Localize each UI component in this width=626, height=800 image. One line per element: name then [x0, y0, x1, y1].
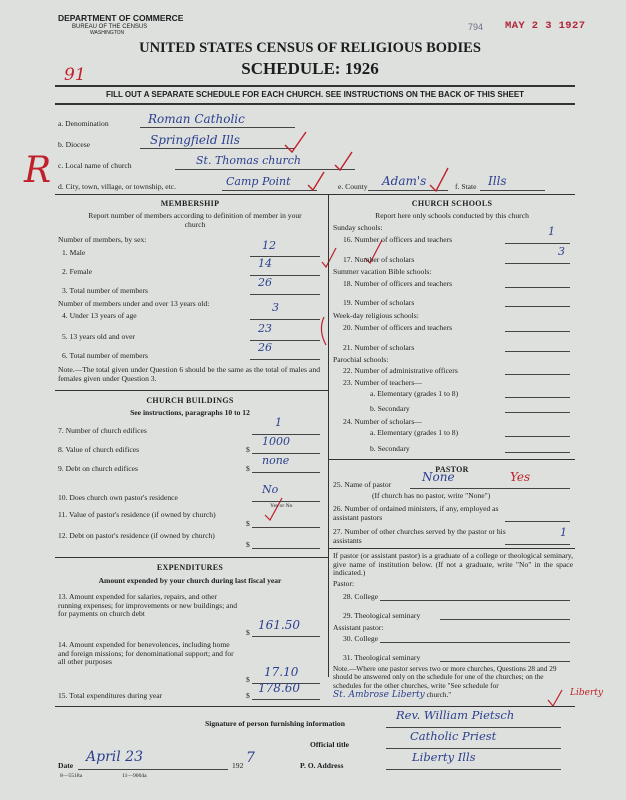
grid-center-rule	[328, 194, 329, 677]
form-title: UNITED STATES CENSUS OF RELIGIOUS BODIES	[139, 40, 481, 56]
weekday-schools-label: Week-day religious schools:	[333, 311, 419, 320]
church-buildings-subheading: See instructions, paragraphs 10 to 12	[130, 408, 250, 417]
q4-label: 4. Under 13 years of age	[62, 311, 137, 320]
q8-dollar: $	[246, 445, 250, 454]
membership-heading: MEMBERSHIP	[160, 199, 220, 208]
q4-field[interactable]	[250, 309, 320, 320]
q7-label: 7. Number of church edifices	[58, 426, 147, 435]
q25-label: 25. Name of pastor	[333, 480, 392, 489]
q17-label: 17. Number of scholars	[343, 255, 415, 264]
q1-value: 12	[262, 239, 276, 252]
diocese-label: b. Diocese	[58, 140, 91, 149]
official-title-value: Catholic Priest	[410, 729, 497, 743]
q31-field[interactable]	[440, 651, 570, 662]
q3-label: 3. Total number of members	[62, 286, 149, 295]
q4-value: 3	[272, 301, 279, 314]
pastor-subsection-label: Pastor:	[333, 579, 355, 588]
schools-bottom-rule	[328, 459, 575, 460]
final-note-margin: Liberty	[570, 688, 603, 698]
stamp-number: 794	[468, 22, 484, 32]
bracket-total-icon	[321, 317, 326, 345]
final-note-end: church."	[426, 690, 452, 700]
q15-value: 178.60	[258, 681, 300, 695]
members-by-sex-label: Number of members, by sex:	[58, 235, 147, 244]
q25-hint: (If church has no pastor, write "None")	[372, 491, 491, 500]
state-label: f. State	[455, 182, 477, 191]
check-county-icon	[430, 168, 448, 191]
q24b-field[interactable]	[505, 442, 570, 453]
print-number: 11—9004a	[122, 773, 147, 779]
membership-note: Note.—The total given under Question 6 should be the same as the total of males and females given under Question 3.	[58, 365, 320, 383]
year-suffix: 7	[246, 750, 255, 766]
bureau-label: BUREAU OF THE CENSUS	[72, 24, 148, 30]
graduate-note: If pastor (or assistant pastor) is a graduate of a college or theological seminary, give name of institution below. (If not a graduate, write "No" in the space indicated.)	[333, 551, 573, 578]
q6-label: 6. Total number of members	[62, 351, 149, 360]
q20-label: 20. Number of officers and teachers	[343, 323, 453, 332]
q25-value: None	[422, 470, 455, 484]
q15-label: 15. Total expenditures during year	[58, 691, 163, 700]
q18-label: 18. Number of officers and teachers	[343, 279, 453, 288]
q5-label: 5. 13 years old and over	[62, 332, 135, 341]
signature-label: Signature of person furnishing information	[205, 719, 345, 728]
q21-label: 21. Number of scholars	[343, 343, 415, 352]
date-value: April 23	[86, 749, 143, 765]
q19-label: 19. Number of scholars	[343, 298, 415, 307]
q23a-label: a. Elementary (grades 1 to 8)	[370, 389, 459, 398]
grid-top-rule	[55, 194, 575, 195]
summer-schools-label: Summer vacation Bible schools:	[333, 267, 432, 276]
q11-field[interactable]	[252, 517, 320, 528]
q7-field[interactable]	[252, 424, 320, 435]
church-schools-heading: CHURCH SCHOOLS	[411, 199, 493, 208]
q29-label: 29. Theological seminary	[343, 611, 421, 620]
q27-label: 27. Number of other churches served by the pastor or his assistants	[333, 527, 506, 545]
official-title-label: Official title	[310, 740, 350, 749]
church-buildings-heading: CHURCH BUILDINGS	[146, 396, 234, 405]
q2-label: 2. Female	[62, 267, 92, 276]
denomination-label: a. Denomination	[58, 119, 109, 128]
pastor-mid-rule	[328, 548, 575, 549]
q28-label: 28. College	[343, 592, 379, 601]
q10-value: No	[262, 483, 279, 496]
q12-field[interactable]	[252, 538, 320, 549]
q22-label: 22. Number of administrative officers	[343, 366, 458, 375]
po-address-label: P. O. Address	[300, 761, 344, 770]
q16-field[interactable]	[505, 233, 570, 244]
q1-label: 1. Male	[62, 248, 86, 257]
q16-label: 16. Number of officers and teachers	[343, 235, 453, 244]
q19-field[interactable]	[505, 296, 570, 307]
final-note	[333, 665, 573, 701]
q11-label: 11. Value of pastor's residence (if owned by church)	[58, 510, 216, 519]
q1-field[interactable]	[250, 246, 320, 257]
q24a-field[interactable]	[505, 426, 570, 437]
q17-value: 3	[558, 245, 565, 258]
q13-label: 13. Amount expended for salaries, repairs, and other running expenses; for improvements or new buildings; and for payments on church debt	[58, 592, 238, 619]
q23b-field[interactable]	[505, 402, 570, 413]
signature-value: Rev. William Pietsch	[396, 708, 515, 722]
q13-value: 161.50	[258, 618, 300, 632]
q14-label: 14. Amount expended for benevolences, including home and foreign missions; for denominational support; and for all other purposes	[58, 640, 234, 667]
q23a-field[interactable]	[505, 387, 570, 398]
age-intro-label: Number of members under and over 13 years old:	[58, 299, 210, 308]
q9-label: 9. Debt on church edifices	[58, 464, 138, 473]
case-number: 91	[64, 65, 86, 85]
final-note-text: Note.—Where one pastor serves two or more churches, Questions 28 and 29 should be answered only on the schedule for one of the churches; on the schedules for the other churches, write "See schedule for	[333, 664, 557, 690]
q23-label: 23. Number of teachers—	[343, 378, 422, 387]
q22-field[interactable]	[505, 364, 570, 375]
q30-label: 30. College	[343, 634, 379, 643]
sunday-schools-label: Sunday schools:	[333, 223, 383, 232]
assistant-pastor-label: Assistant pastor:	[333, 623, 384, 632]
q24a-label: a. Elementary (grades 1 to 8)	[370, 428, 459, 437]
q18-field[interactable]	[505, 277, 570, 288]
county-value: Adam's	[382, 174, 427, 188]
department-label: DEPARTMENT OF COMMERCE	[58, 13, 184, 23]
city-label: WASHINGTON	[90, 30, 125, 36]
final-note-fill: St. Ambrose Liberty	[333, 690, 425, 701]
diocese-value: Springfield Ills	[150, 133, 240, 147]
q12-dollar: $	[246, 540, 250, 549]
q13-dollar: $	[246, 628, 250, 637]
q3-value: 26	[258, 276, 272, 289]
parochial-schools-label: Parochial schools:	[333, 355, 389, 364]
q21-field[interactable]	[505, 341, 570, 352]
received-date-stamp: MAY 2 3 1927	[505, 20, 586, 32]
q24b-label: b. Secondary	[370, 444, 410, 453]
q23b-label: b. Secondary	[370, 404, 410, 413]
check-diocese-icon	[285, 132, 306, 152]
fill-instruction: FILL OUT A SEPARATE SCHEDULE FOR EACH CHURCH. SEE INSTRUCTIONS ON THE BACK OF THIS SHEET	[105, 90, 525, 99]
date-label: Date	[58, 761, 74, 770]
q11-dollar: $	[246, 519, 250, 528]
q26-label: 26. Number of ordained ministers, if any, employed as assistant pastors	[333, 504, 499, 522]
q7-value: 1	[275, 416, 282, 429]
q12-label: 12. Debt on pastor's residence (if owned by church)	[58, 531, 215, 540]
q9-dollar: $	[246, 464, 250, 473]
expenditures-subheading: Amount expended by your church during last fiscal year	[98, 576, 282, 585]
q30-field[interactable]	[380, 632, 570, 643]
q16-value: 1	[548, 225, 555, 238]
q25-mark: Yes	[510, 470, 531, 484]
q5-value: 23	[258, 322, 272, 335]
denomination-value: Roman Catholic	[148, 112, 245, 126]
q24-label: 24. Number of scholars—	[343, 417, 422, 426]
q8-label: 8. Value of church edifices	[58, 445, 140, 454]
q6-value: 26	[258, 341, 272, 354]
expenditures-heading: EXPENDITURES	[156, 563, 224, 572]
pastor-heading: PASTOR	[435, 465, 469, 474]
church-name-label: c. Local name of church	[58, 161, 132, 170]
q20-field[interactable]	[505, 321, 570, 332]
city-value: Camp Point	[226, 175, 291, 188]
city-field-label: d. City, town, village, or township, etc.	[58, 182, 177, 191]
buildings-bottom-rule	[55, 557, 328, 558]
q28-field[interactable]	[380, 590, 570, 601]
q29-field[interactable]	[440, 609, 570, 620]
county-label: e. County	[338, 182, 368, 191]
q26-field[interactable]	[505, 511, 570, 522]
po-address-value: Liberty Ills	[412, 750, 476, 764]
check-city-icon	[308, 172, 324, 190]
q14-value: 17.10	[264, 665, 299, 679]
check-church-icon	[335, 152, 352, 170]
form-number: 8—5518a	[60, 773, 83, 779]
q27-value: 1	[560, 526, 567, 539]
membership-bottom-rule	[55, 390, 328, 391]
q10-label: 10. Does church own pastor's residence	[58, 493, 178, 502]
schedule-title: SCHEDULE: 1926	[241, 59, 379, 78]
q15-dollar: $	[246, 691, 250, 700]
q2-value: 14	[258, 257, 272, 270]
state-value: Ills	[488, 174, 507, 188]
q14-dollar: $	[246, 675, 250, 684]
q31-label: 31. Theological seminary	[343, 653, 421, 662]
margin-r-mark: R	[24, 150, 52, 191]
church-schools-intro: Report here only schools conducted by this church	[375, 211, 529, 220]
church-name-value: St. Thomas church	[196, 154, 301, 167]
q10-hint: Yes or No	[270, 503, 293, 509]
membership-intro: Report number of members according to definition of member in your church	[88, 211, 302, 229]
q9-value: none	[262, 454, 290, 467]
year-prefix: 192	[232, 761, 244, 770]
q8-value: 1000	[262, 435, 290, 448]
